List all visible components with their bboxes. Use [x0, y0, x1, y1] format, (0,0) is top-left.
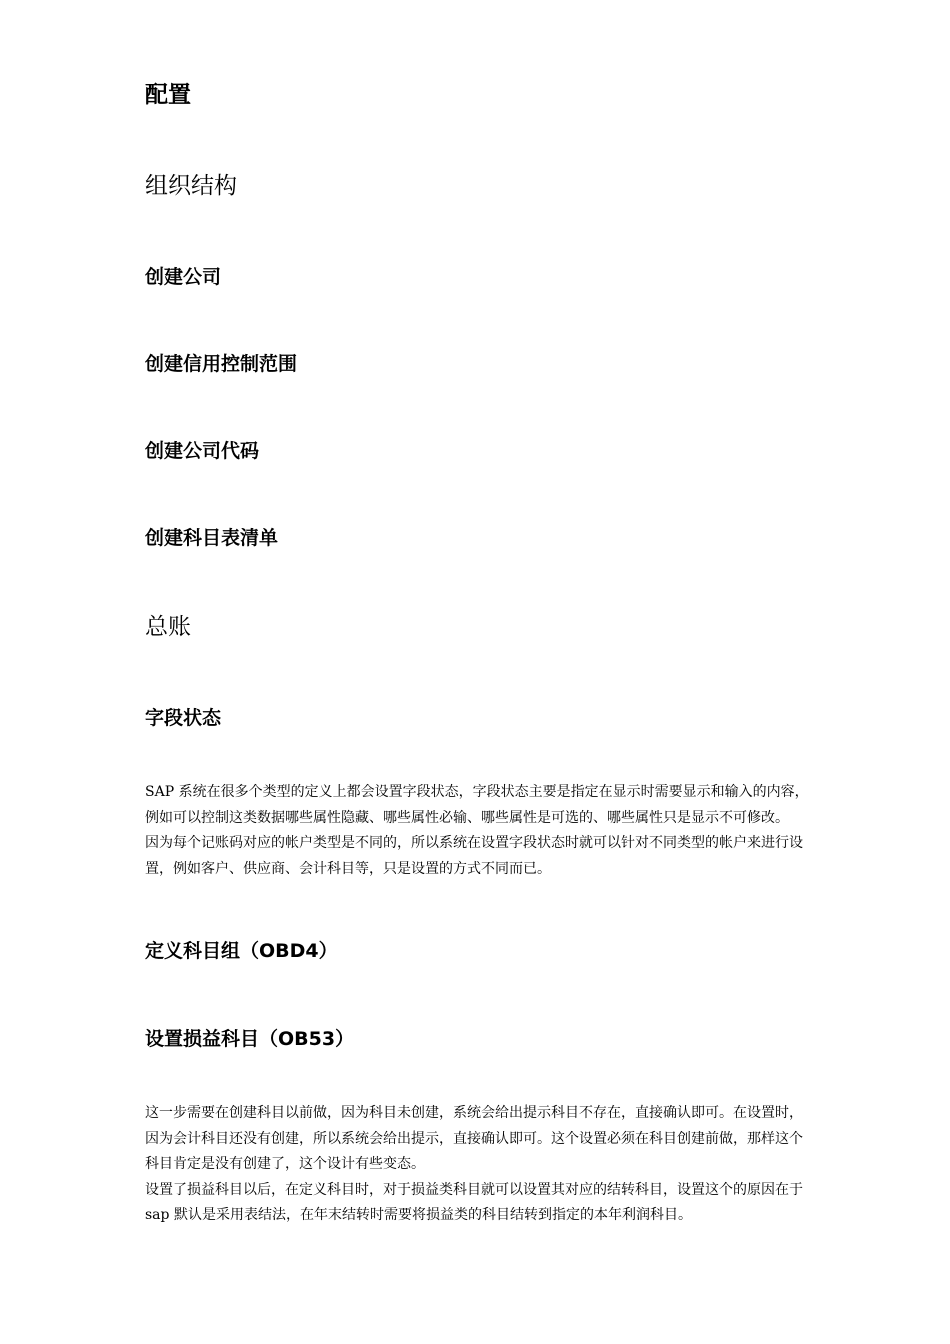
- heading-create-coa-list: 创建科目表清单: [145, 527, 279, 549]
- heading-org-structure: 组织结构: [145, 173, 237, 199]
- pl-account-paragraph-2: 设置了损益科目以后，在定义科目时，对于损益类科目就可以设置其对应的结转科目，设置这个的原因在于 sap 默认是采用表结法，在年末结转时需要将损益类的科目结转到指定的本年利润科目。: [145, 1181, 803, 1223]
- heading-general-ledger: 总账: [145, 614, 191, 640]
- field-status-paragraph-1: SAP 系统在很多个类型的定义上都会设置字段状态，字段状态主要是指定在显示时需要显示和输入的内容，例如可以控制这类数据哪些属性隐藏、哪些属性必输、哪些属性是可选的、哪些属性只是显示不可修改。: [145, 784, 809, 826]
- heading-create-credit-control-area: 创建信用控制范围: [145, 353, 298, 375]
- heading-define-account-group: 定义科目组（OBD4）: [145, 940, 338, 962]
- field-status-paragraph-2: 因为每个记账码对应的帐户类型是不同的，所以系统在设置字段状态时就可以针对不同类型的帐户来进行设置，例如客户、供应商、会计科目等，只是设置的方式不同而已。: [145, 835, 803, 877]
- pl-account-body: [145, 1101, 810, 1229]
- heading-create-company-code: 创建公司代码: [145, 440, 260, 462]
- heading-create-company: 创建公司: [145, 266, 222, 288]
- heading-field-status: 字段状态: [145, 707, 222, 729]
- field-status-body: [145, 780, 810, 882]
- heading-config: 配置: [145, 82, 191, 108]
- heading-set-pl-account: 设置损益科目（OB53）: [145, 1028, 355, 1050]
- pl-account-paragraph-1: 这一步需要在创建科目以前做，因为科目未创建，系统会给出提示科目不存在，直接确认即可。在设置时，因为会计科目还没有创建，所以系统会给出提示，直接确认即可。这个设置必须在科目创建前做，那样这个科目肯定是没有创建了，这个设计有些变态。: [145, 1105, 803, 1172]
